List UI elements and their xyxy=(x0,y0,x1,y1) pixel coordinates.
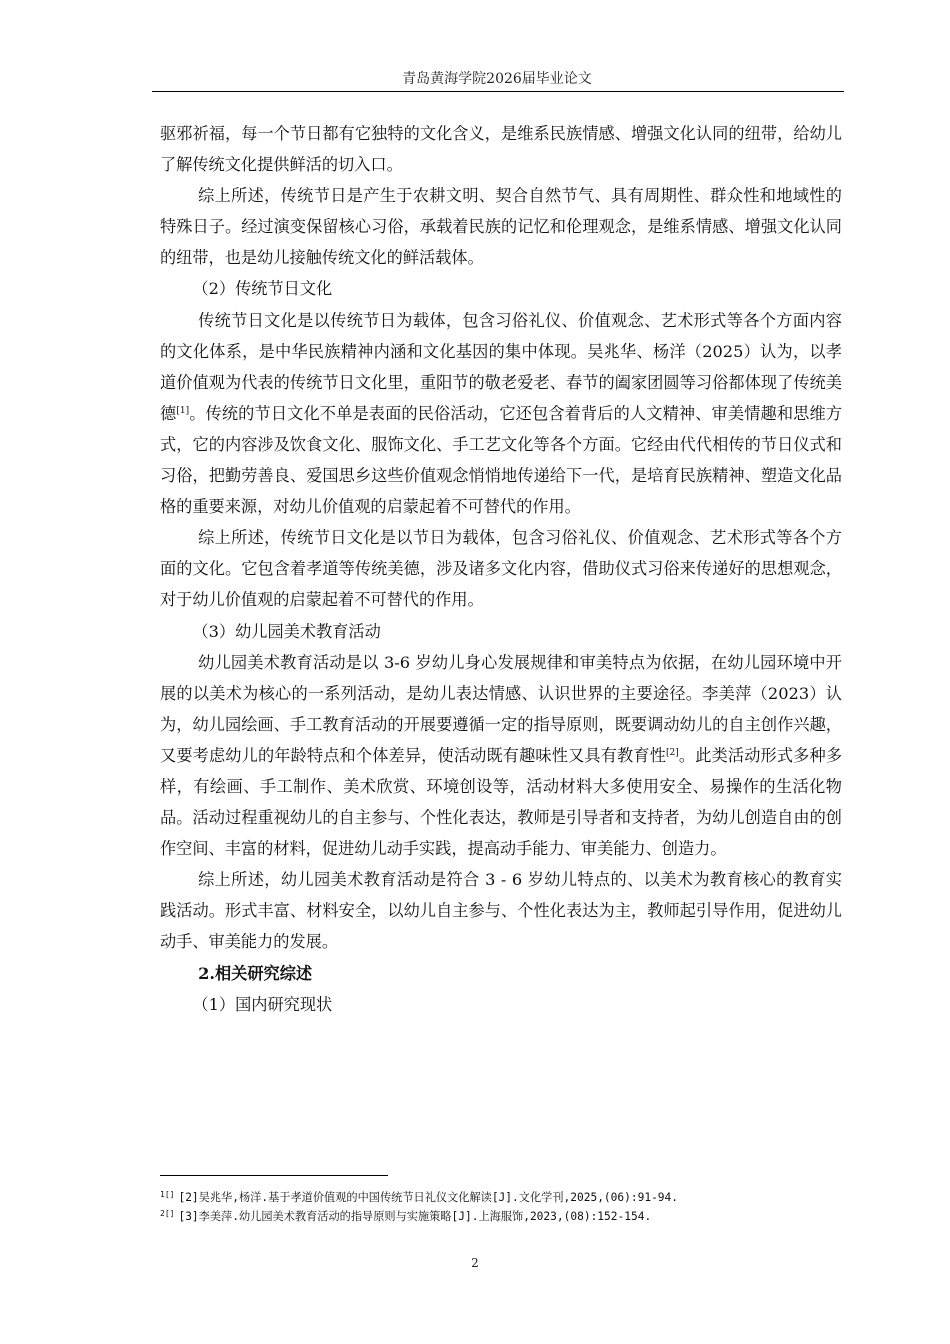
paragraph-festival-culture xyxy=(160,305,842,523)
page-number: 2 xyxy=(471,1256,479,1270)
citation-ref-1: [1] xyxy=(176,405,190,416)
citation-ref-2: [2] xyxy=(666,747,679,758)
paragraph-continuation: 驱邪祈福，每一个节日都有它独特的文化含义，是维系民族情感、增强文化认同的纽带，给幼儿了解传统文化提供鲜活的切入口。 xyxy=(160,124,842,175)
subheading-art-education: （3）幼儿园美术教育活动 xyxy=(192,621,381,641)
subheading-festival-culture: （2）传统节日文化 xyxy=(192,279,333,299)
footnote-item xyxy=(160,1207,850,1226)
body-text xyxy=(160,118,842,1020)
header-divider xyxy=(152,91,844,92)
paragraph-summary-festival-culture: 综上所述，传统节日文化是以节日为载体，包含习俗礼仪、价值观念、艺术形式等各个方面的文化。它包含着孝道等传统美德，涉及诸多文化内容，借助仪式习俗来传递好的思想观念，对于幼儿价值观的启蒙起着不可替代的作用。 xyxy=(160,528,842,610)
paragraph-summary-art-education: 综上所述，幼儿园美术教育活动是符合 3 - 6 岁幼儿特点的、以美术为教育核心的教育实践活动。形式丰富、材料安全，以幼儿自主参与、个性化表达为主，教师起引导作用，促进幼儿动手、审美能力的发展。 xyxy=(160,870,842,952)
footnote-item xyxy=(160,1188,850,1207)
paragraph-text: 幼儿园美术教育活动是以 3-6 岁幼儿身心发展规律和审美特点为依据，在幼儿园环境中开展的以美术为核心的一系列活动，是幼儿表达情感、认识世界的主要途径。李美萍（2023）认为，幼儿园绘画、手工教育活动的开展要遵循一定的指导原则，既要调动幼儿的自主创作兴趣，又要考虑幼儿的年龄特点和个体差异，使活动既有趣味性又具有教育性 xyxy=(160,652,842,765)
page-header: 青岛黄海学院2026届毕业论文 xyxy=(402,71,592,87)
footnote-divider xyxy=(160,1175,388,1176)
footnote-mark: 2[] xyxy=(160,1209,175,1218)
section-heading-review: 2.相关研究综述 xyxy=(198,963,313,983)
footnote-text: [3]李美萍.幼儿园美术教育活动的指导原则与实施策略[J].上海服饰,2023,(08):152-154. xyxy=(178,1210,652,1223)
footnotes xyxy=(160,1188,850,1226)
paragraph-text: 。此类活动形式多种多样，有绘画、手工制作、美术欣赏、环境创设等，活动材料大多使用安全、易操作的生活化物品。活动过程重视幼儿的自主参与、个性化表达，教师是引导者和支持者，为幼儿创造自由的创作空间、丰富的材料，促进幼儿动手实践，提高动手能力、审美能力、创造力。 xyxy=(160,745,843,859)
footnote-mark: 1[] xyxy=(160,1190,175,1199)
paragraph-art-education xyxy=(160,647,842,865)
paragraph-text: 传统节日文化是以传统节日为载体，包含习俗礼仪、价值观念、艺术形式等各个方面内容的文化体系，是中华民族精神内涵和文化基因的集中体现。吴兆华、杨洋（2025）认为，以孝道价值观为代表的传统节日文化里，重阳节的敬老爱老、春节的阖家团圆等习俗都体现了传统美德 xyxy=(160,310,842,423)
footnote-text: [2]吴兆华,杨洋.基于孝道价值观的中国传统节日礼仪文化解读[J].文化学刊,2025,(06):91-94. xyxy=(178,1191,679,1204)
subheading-domestic-research: （1）国内研究现状 xyxy=(192,994,333,1014)
paragraph-summary-festivals: 综上所述，传统节日是产生于农耕文明、契合自然节气、具有周期性、群众性和地域性的特殊日子。经过演变保留核心习俗，承载着民族的记忆和伦理观念，是维系情感、增强文化认同的纽带，也是幼儿接触传统文化的鲜活载体。 xyxy=(160,186,842,268)
paragraph-text: 。传统的节日文化不单是表面的民俗活动，它还包含着背后的人文精神、审美情趣和思维方式，它的内容涉及饮食文化、服饰文化、手工艺文化等各个方面。它经由代代相传的节日仪式和习俗，把勤劳善良、爱国思乡这些价值观念悄悄地传递给下一代，是培育民族精神、塑造文化品格的重要来源，对幼儿价值观的启蒙起着不可替代的作用。 xyxy=(160,403,843,517)
